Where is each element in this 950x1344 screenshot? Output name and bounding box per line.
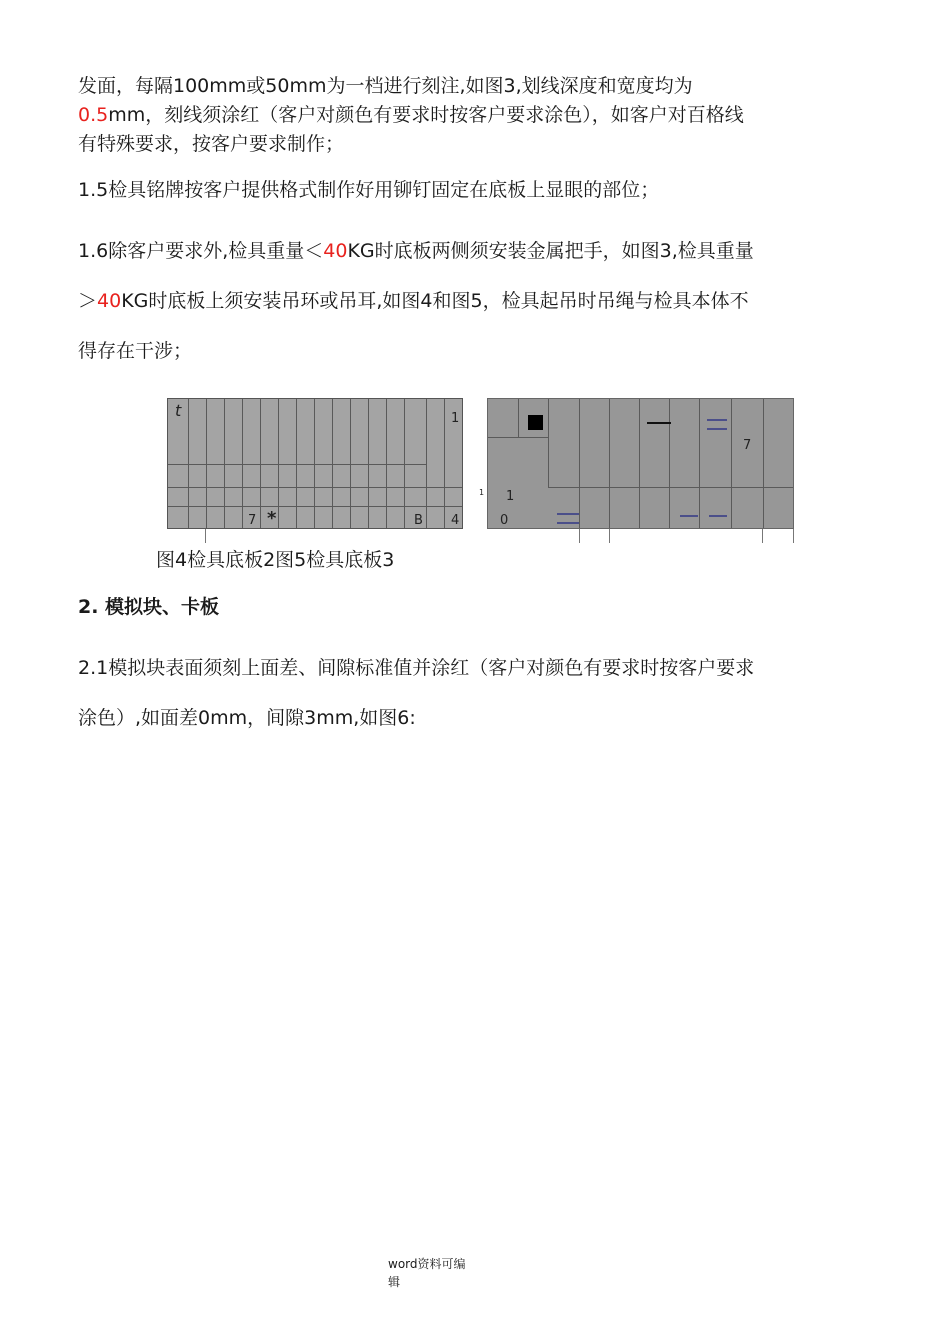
text-segment: KG时底板上须安装吊环或吊耳,如图4和图5，检具起吊时吊绳与检具本体不 [121,290,749,312]
paragraph-2-1-line-2: 涂色）,如面差0mm，间隙3mm,如图6: [78,707,416,729]
footer-line-1: word资料可编 [388,1257,466,1271]
paragraph-1-line-1: 发面，每隔100mm或50mm为一档进行刻注,如图3,划线深度和宽度均为 [78,75,693,97]
footer-line-2: 辑 [388,1275,401,1289]
grid-line [168,506,463,507]
red-value: 0.5 [78,104,109,126]
grid-line [639,399,640,529]
blue-mark [709,515,727,517]
figure-label: 1 [506,489,515,504]
paragraph-1-6-line-3: 得存在干涉； [78,340,193,362]
paragraph-1-5 [78,176,886,205]
blue-mark [707,428,727,430]
grid-line [488,437,548,438]
figure-label: 7 [743,438,752,453]
paragraph-2-1 [78,643,886,743]
red-weight-value: 40 [323,240,348,262]
figure-tick [579,529,580,543]
paragraph-1 [78,72,886,159]
figure-tick [793,529,794,543]
figure-label: B [414,513,423,528]
section-heading: 2. 模拟块、卡板 [78,596,220,618]
paragraph-2-1-line-1: 2.1模拟块表面须刻上面差、间隙标准值并涂红（客户对颜色有要求时按客户要求 [78,657,755,679]
paragraph-1-6-line-2 [78,276,886,326]
paragraph-1-line-3: 有特殊要求，按客户要求制作； [78,133,345,155]
figure-label: t [175,401,182,420]
text-segment: 1.6除客户要求外,检具重量＜ [78,240,324,262]
figure-5-image [487,398,794,529]
blue-mark [707,419,727,421]
text-segment: KG时底板两侧须安装金属把手，如图3,检具重量 [347,240,754,262]
grid-line [548,399,549,487]
figure-label: * [267,508,277,529]
grid-line [518,399,519,437]
figure-label: 1 [451,411,460,426]
grid-line [579,399,580,529]
blue-mark [557,522,579,524]
figure-label: 7 [248,513,257,528]
paragraph-1-line-2-text: mm，刻线须涂红（客户对颜色有要求时按客户要求涂色），如客户对百格线 [108,104,744,126]
figure-tick [609,529,610,543]
grid-line [763,399,764,529]
figure-label: 1 [479,488,485,497]
figure-tick [205,529,206,543]
blue-mark [557,513,579,515]
paragraph-1-6 [78,226,886,376]
grid-line [548,487,794,488]
paragraph-1-6-line-1 [78,226,886,276]
grid-line [168,464,426,465]
grid-line [609,399,610,529]
paragraph-1-5-text: 1.5检具铭牌按客户提供格式制作好用铆钉固定在底板上显眼的部位； [78,179,660,201]
figure-label: 0 [500,513,509,528]
figure-caption: 图4检具底板2图5检具底板3 [156,549,395,571]
figure-tick [762,529,763,543]
red-weight-value: 40 [97,290,122,312]
figure-label: 4 [451,513,460,528]
page-footer [388,1255,498,1291]
grid-line [669,399,670,529]
black-bar-mark [647,422,671,424]
figure-4-image [167,398,463,529]
grid-line [426,399,427,529]
text-segment: ＞ [78,290,98,312]
paragraph-1-line-2 [78,101,886,130]
grid-line [731,399,732,529]
blue-mark [680,515,698,517]
grid-line [168,487,463,488]
grid-line [699,399,700,529]
grid-line [444,399,445,529]
black-square-mark [528,415,543,430]
